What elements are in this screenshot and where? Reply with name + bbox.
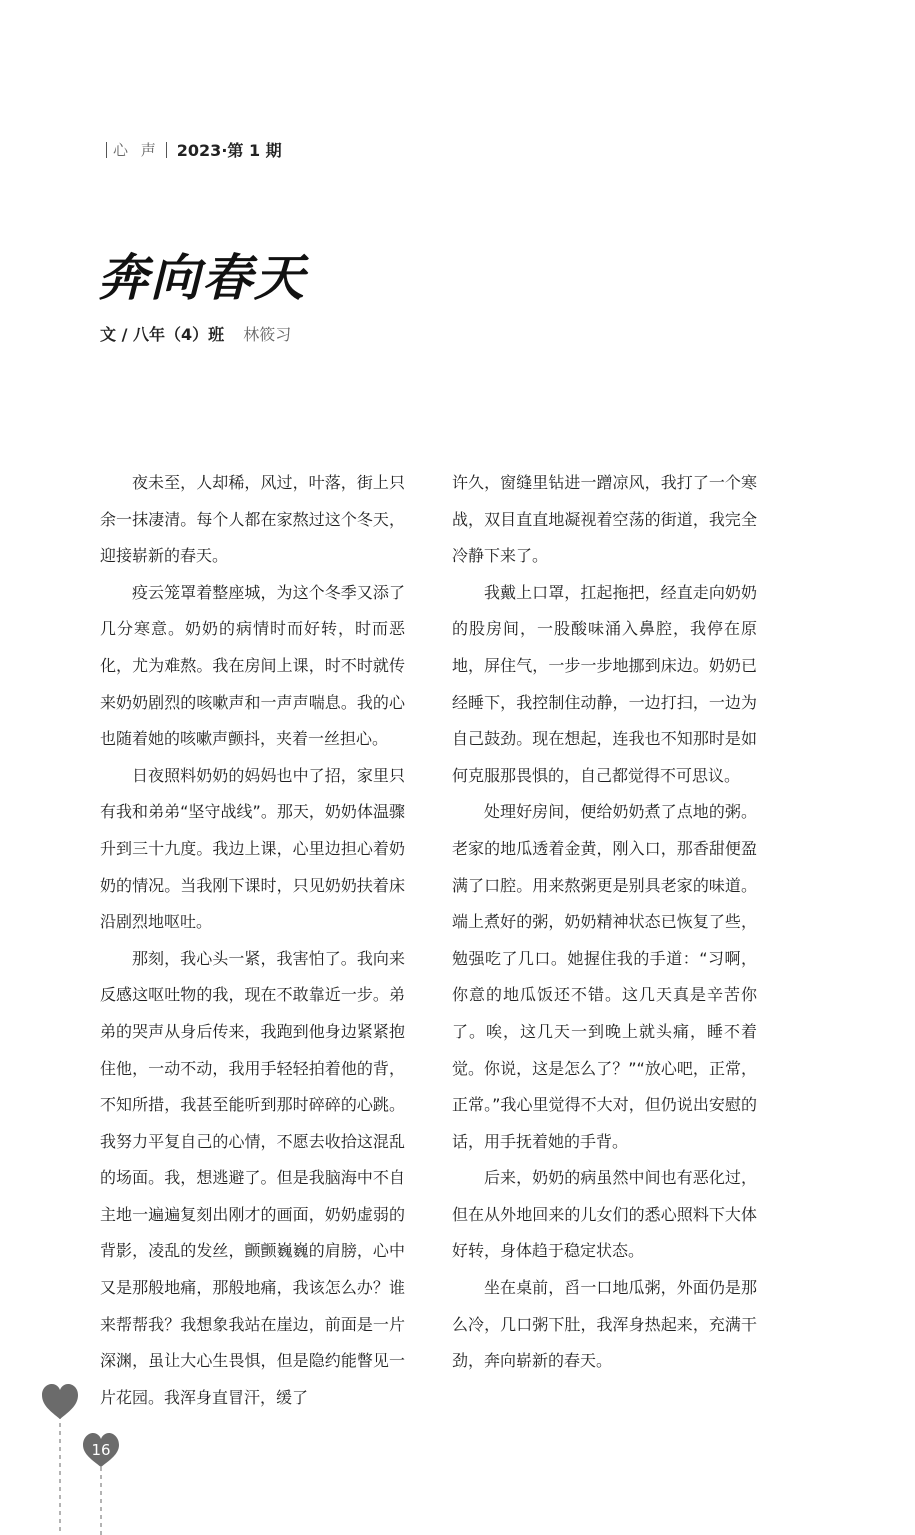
- running-header: [100, 138, 282, 161]
- article-byline: [100, 322, 291, 345]
- paragraph: 处理好房间，便给奶奶煮了点地的粥。老家的地瓜透着金黄，刚入口，那香甜便盈满了口腔。用来熬粥更是别具老家的味道。端上煮好的粥，奶奶精神状态已恢复了些，勉强吃了几口。她握住我的手道：“习啊，你意的地瓜饭还不错。这几天真是辛苦你了。唉，这几天一到晚上就头痛，睡不着觉。你说，这是怎么了？”“放心吧，正常，正常。”我心里觉得不大对，但仍说出安慰的话，用手抚着她的手背。: [452, 802, 757, 1151]
- paragraph: 日夜照料奶奶的妈妈也中了招，家里只有我和弟弟“坚守战线”。那天，奶奶体温骤升到三十九度。我边上课，心里边担心着奶奶的情况。当我刚下课时，只见奶奶扶着床沿剧烈地呕吐。: [100, 765, 405, 932]
- page-number: 16: [91, 1441, 111, 1459]
- heart-page-decoration: [0, 1375, 140, 1535]
- header-divider: [106, 142, 107, 158]
- paragraph: 疫云笼罩着整座城，为这个冬季又添了几分寒意。奶奶的病情时而好转，时而恶化，尤为难熬。我在房间上课，时不时就传来奶奶剧烈的咳嗽声和一声声喘息。我的心也随着她的咳嗽声颤抖，夹着一丝担心。: [100, 582, 405, 749]
- column-section-name: 心 声: [113, 141, 160, 159]
- paragraph: 那刻，我心头一紧，我害怕了。我向来反感这呕吐物的我，现在不敢靠近一步。弟弟的哭声从身后传来，我跑到他身边紧紧抱住他，一动不动，我用手轻轻拍着他的背，不知所措，我甚至能听到那时碎碎的心跳。我努力平复自己的心情，不愿去收拾这混乱的场面。我，想逃避了。但是我脑海中不自主地一遍遍复刻出刚才的画面，奶奶虚弱的背影，凌乱的发丝，颤颤巍巍的肩膀，心中又是那般地痛，那般地痛，我该怎么办？谁来帮帮我？我想象我站在崖边，前面是一片深渊，虽让大心生畏惧，但是隐约能瞥见一片花园。我浑身直冒汗，缓了: [100, 948, 405, 1407]
- heart-icon: [42, 1384, 78, 1419]
- article-left-column: [100, 465, 405, 1416]
- paragraph: 夜未至，人却稀，风过，叶落，街上只余一抹凄清。每个人都在家熬过这个冬天，迎接崭新的春天。: [100, 473, 405, 566]
- paragraph: 坐在桌前，舀一口地瓜粥，外面仍是那么冷，几口粥下肚，我浑身热起来，充满干劲，奔向崭新的春天。: [452, 1278, 757, 1371]
- article-right-column: [452, 465, 757, 1380]
- issue-number: 2023·第 1 期: [176, 141, 282, 160]
- header-divider: [166, 142, 167, 158]
- paragraph-continuation: 许久，窗缝里钻进一蹭凉风，我打了一个寒战，双目直直地凝视着空荡的街道，我完全冷静下来了。: [452, 473, 757, 566]
- byline-class: 文 / 八年（4）班: [100, 325, 225, 344]
- paragraph: 我戴上口罩，扛起拖把，经直走向奶奶的股房间，一股酸味涌入鼻腔，我停在原地，屏住气，一步一步地挪到床边。奶奶已经睡下，我控制住动静，一边打扫，一边为自己鼓劲。现在想起，连我也不知那时是如何克服那畏惧的，自己都觉得不可思议。: [452, 582, 757, 785]
- article-title: 奔向春天: [98, 248, 306, 307]
- paragraph: 后来，奶奶的病虽然中间也有恶化过，但在从外地回来的儿女们的悉心照料下大体好转，身体趋于稳定状态。: [452, 1168, 757, 1261]
- byline-author: 林筱习: [243, 325, 292, 344]
